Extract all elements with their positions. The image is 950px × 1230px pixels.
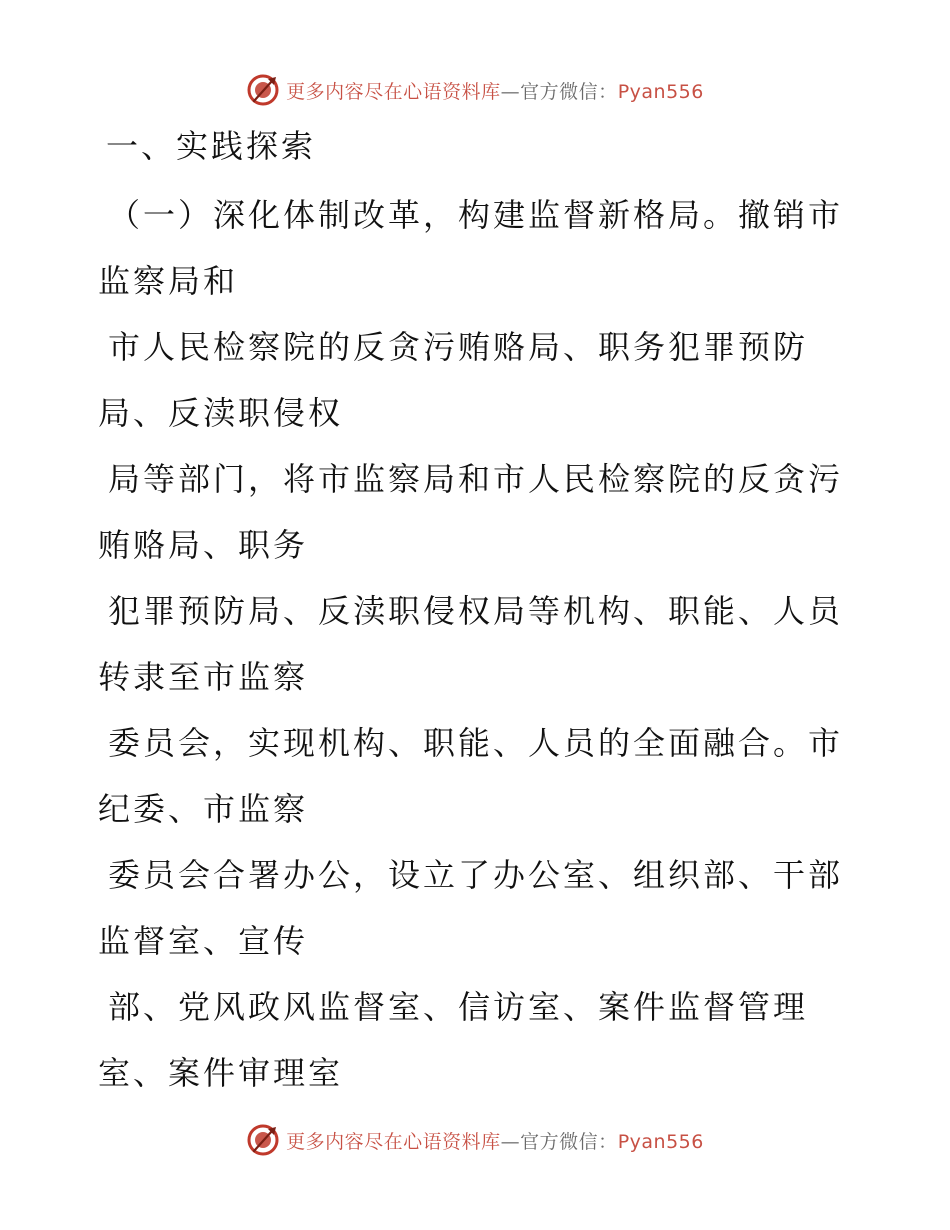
line-text: 部、党风政风监督室、信访室、案件监督管理 bbox=[108, 988, 809, 1026]
line-text: 监督室、宣传 bbox=[98, 922, 309, 960]
header-watermark bbox=[0, 70, 950, 110]
line-text: 市人民检察院的反贪污贿赂局、职务犯罪预防 bbox=[108, 328, 809, 366]
line-text: 委员会合署办公，设立了办公室、组织部、干部 bbox=[108, 856, 844, 894]
line-text: 局等部门，将市监察局和市人民检察院的反贪污 bbox=[108, 460, 844, 498]
quill-circle-logo-icon bbox=[246, 1123, 280, 1157]
line-text: 转隶至市监察 bbox=[98, 658, 309, 696]
paragraph-line bbox=[98, 710, 844, 842]
line-text: 局、反渎职侵权 bbox=[98, 394, 344, 432]
line-text: （一）深化体制改革，构建监督新格局。撤销市 bbox=[108, 196, 844, 234]
paragraph-line bbox=[98, 842, 844, 974]
quill-circle-logo-icon bbox=[246, 73, 280, 107]
paragraph-line bbox=[98, 182, 844, 314]
line-text: 犯罪预防局、反渎职侵权局等机构、职能、人员 bbox=[108, 592, 844, 630]
section-heading: 一、实践探索 bbox=[106, 127, 317, 165]
document-body bbox=[98, 120, 844, 1106]
watermark-text: 更多内容尽在心语资料库—官方微信：Pyan556 bbox=[286, 80, 704, 103]
line-text: 室、案件审理室 bbox=[98, 1054, 344, 1092]
line-text: 纪委、市监察 bbox=[98, 790, 309, 828]
paragraph-line bbox=[98, 314, 828, 446]
line-text: 委员会，实现机构、职能、人员的全面融合。市 bbox=[108, 724, 844, 762]
paragraph-line bbox=[98, 974, 828, 1106]
footer-watermark bbox=[0, 1120, 950, 1160]
line-text: 监察局和 bbox=[98, 262, 239, 300]
line-text: 贿赂局、职务 bbox=[98, 526, 309, 564]
paragraph-line bbox=[98, 446, 844, 578]
watermark-text: 更多内容尽在心语资料库—官方微信：Pyan556 bbox=[286, 1130, 704, 1153]
paragraph-line bbox=[98, 578, 844, 710]
